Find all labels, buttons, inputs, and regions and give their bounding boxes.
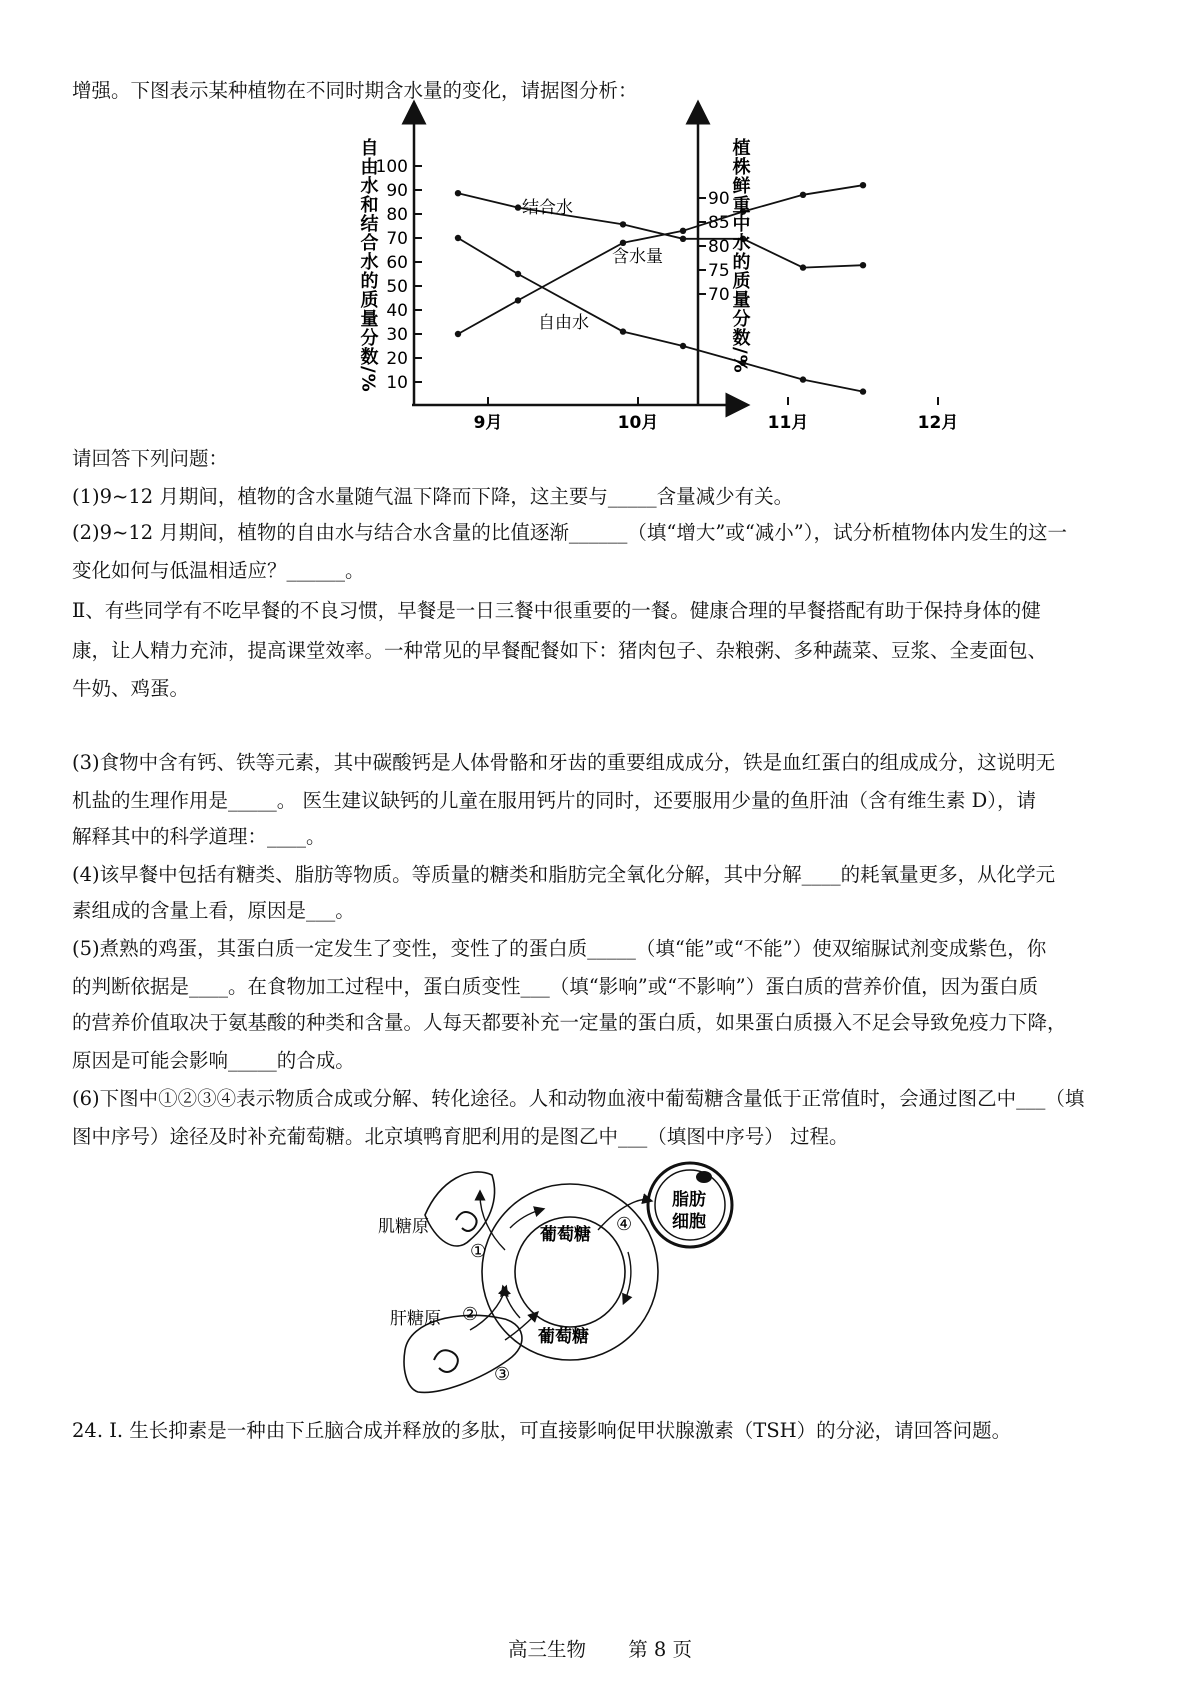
left-tick-label: 10 [386,373,408,393]
series-label-3: 含水量 [612,247,663,267]
series-point [455,190,461,196]
left-tick-label: 70 [386,229,408,249]
series-point [680,343,686,349]
question-3-line-3: 解释其中的科学道理：____。 [72,825,326,848]
series-point [515,297,521,303]
left-tick-label: 80 [386,205,408,225]
step-2-label: ② [462,1304,479,1325]
muscle-glycogen-label: 肌糖原 [378,1217,429,1237]
question-5-line-1: (5)煮熟的鸡蛋，其蛋白质一定发生了变性，变性了的蛋白质_____（填“能”或“不能”）使双缩脲试剂变成紫色，你 [72,937,1047,960]
left-y-axis-label: 自由水和结合水的质量分数/% [357,138,379,393]
liver-glycogen-granule [434,1350,458,1372]
series-point [455,331,461,337]
step-1-label: ① [470,1241,487,1262]
question-4-line-1: (4)该早餐中包括有糖类、脂肪等物质。等质量的糖类和脂肪完全氧化分解，其中分解____的耗氧量更多，从化学元 [72,863,1056,886]
question-2-line-1: (2)9~12 月期间，植物的自由水与结合水含量的比值逐渐______（填“增大”或“减小”），试分析植物体内发生的这一 [72,521,1068,544]
series-point [680,236,686,242]
series-point [800,264,806,270]
series-label-2: 自由水 [538,313,589,333]
footer-page-number: 第 8 页 [628,1638,693,1661]
series-point [800,192,806,198]
right-tick-label: 85 [708,213,730,233]
page-footer [0,1634,1200,1662]
part-2-line-3: 牛奶、鸡蛋。 [72,677,190,700]
footer-subject: 高三生物 [507,1638,586,1661]
series-point [455,235,461,241]
series-point [860,262,866,268]
glucose-pathway-diagram [380,1160,740,1400]
series-point [515,271,521,277]
question-3-line-2: 机盐的生理作用是_____。 医生建议缺钙的儿童在服用钙片的同时，还要服用少量的鱼肝油（含有维生素 D），请 [72,789,1037,812]
part-2-line-1: Ⅱ、有些同学有不吃早餐的不良习惯，早餐是一日三餐中很重要的一餐。健康合理的早餐搭配有助于保持身体的健 [72,599,1041,622]
fat-cell-label-2: 细胞 [672,1212,706,1232]
question-1: (1)9~12 月期间，植物的含水量随气温下降而下降，这主要与_____含量减少有关。 [72,485,794,508]
question-5-line-4: 原因是可能会影响_____的合成。 [72,1049,355,1072]
series-point [515,204,521,210]
question-5-line-3: 的营养价值取决于氨基酸的种类和含量。人每天都要补充一定量的蛋白质，如果蛋白质摄入不足会导致免疫力下降， [72,1011,1067,1034]
series-point [860,388,866,394]
ring-arrow-top [510,1210,540,1228]
muscle-outline [425,1172,495,1246]
question-3-line-1: (3)食物中含有钙、铁等元素，其中碳酸钙是人体骨骼和牙齿的重要组成成分，铁是血红蛋白的组成成分，这说明无 [72,751,1056,774]
x-tick-label: 12月 [917,413,959,433]
question-24: 24. Ⅰ. 生长抑素是一种由下丘脑合成并释放的多肽，可直接影响促甲状腺激素（TSH）的分泌，请回答问题。 [72,1419,1012,1442]
ring-arrow-right [625,1252,631,1300]
fat-cell-label-1: 脂肪 [672,1190,706,1210]
muscle-glycogen-granule [456,1212,477,1231]
right-tick-label: 70 [708,285,730,305]
step-3-label: ③ [494,1364,511,1385]
left-tick-label: 60 [386,253,408,273]
part-2-line-2: 康，让人精力充沛，提高课堂效率。一种常见的早餐配餐如下：猪肉包子、杂粮粥、多种蔬菜、豆浆、全麦面包、 [72,639,1048,662]
step-4-label: ④ [616,1214,633,1235]
arrow-3 [505,1315,535,1340]
series-point [860,182,866,188]
glucose-bottom-label: 葡萄糖 [538,1327,589,1347]
x-tick-label: 11月 [767,413,809,433]
question-6-line-2: 图中序号）途径及时补充葡萄糖。北京填鸭育肥利用的是图乙中___（填图中序号） 过程。 [72,1125,849,1148]
intro-text: 增强。下图表示某种植物在不同时期含水量的变化，请据图分析： [72,79,638,102]
left-tick-label: 30 [386,325,408,345]
fat-cell-nucleus [696,1171,712,1183]
ring-arrow-left [504,1290,520,1318]
left-tick-label: 90 [386,181,408,201]
series-point [620,328,626,334]
series-point [800,376,806,382]
liver-glycogen-label: 肝糖原 [390,1309,441,1329]
left-tick-label: 100 [375,157,408,177]
left-tick-label: 20 [386,349,408,369]
question-6-line-1: (6)下图中①②③④表示物质合成或分解、转化途径。人和动物血液中葡萄糖含量低于正常值时，会通过图乙中___（填 [72,1087,1085,1110]
right-tick-label: 80 [708,237,730,257]
question-5-line-2: 的判断依据是____。在食物加工过程中，蛋白质变性___（填“影响”或“不影响”）蛋白质的营养价值，因为蛋白质 [72,975,1039,998]
question-prompt: 请回答下列问题： [72,447,229,470]
left-tick-label: 50 [386,277,408,297]
right-tick-label: 90 [708,189,730,209]
question-2-line-2: 变化如何与低温相适应？______。 [72,559,365,582]
left-tick-label: 40 [386,301,408,321]
x-tick-label: 10月 [617,413,659,433]
question-4-line-2: 素组成的含量上看，原因是___。 [72,899,355,922]
glucose-top-label: 葡萄糖 [540,1225,591,1245]
right-tick-label: 75 [708,261,730,281]
series-point [680,228,686,234]
series-point [620,221,626,227]
series-point [620,240,626,246]
series-label-1: 结合水 [522,198,573,218]
water-content-chart [340,104,959,444]
right-y-axis-label: 植株鲜重中水的质量分数/% [729,138,751,374]
x-tick-label: 9月 [473,413,503,433]
